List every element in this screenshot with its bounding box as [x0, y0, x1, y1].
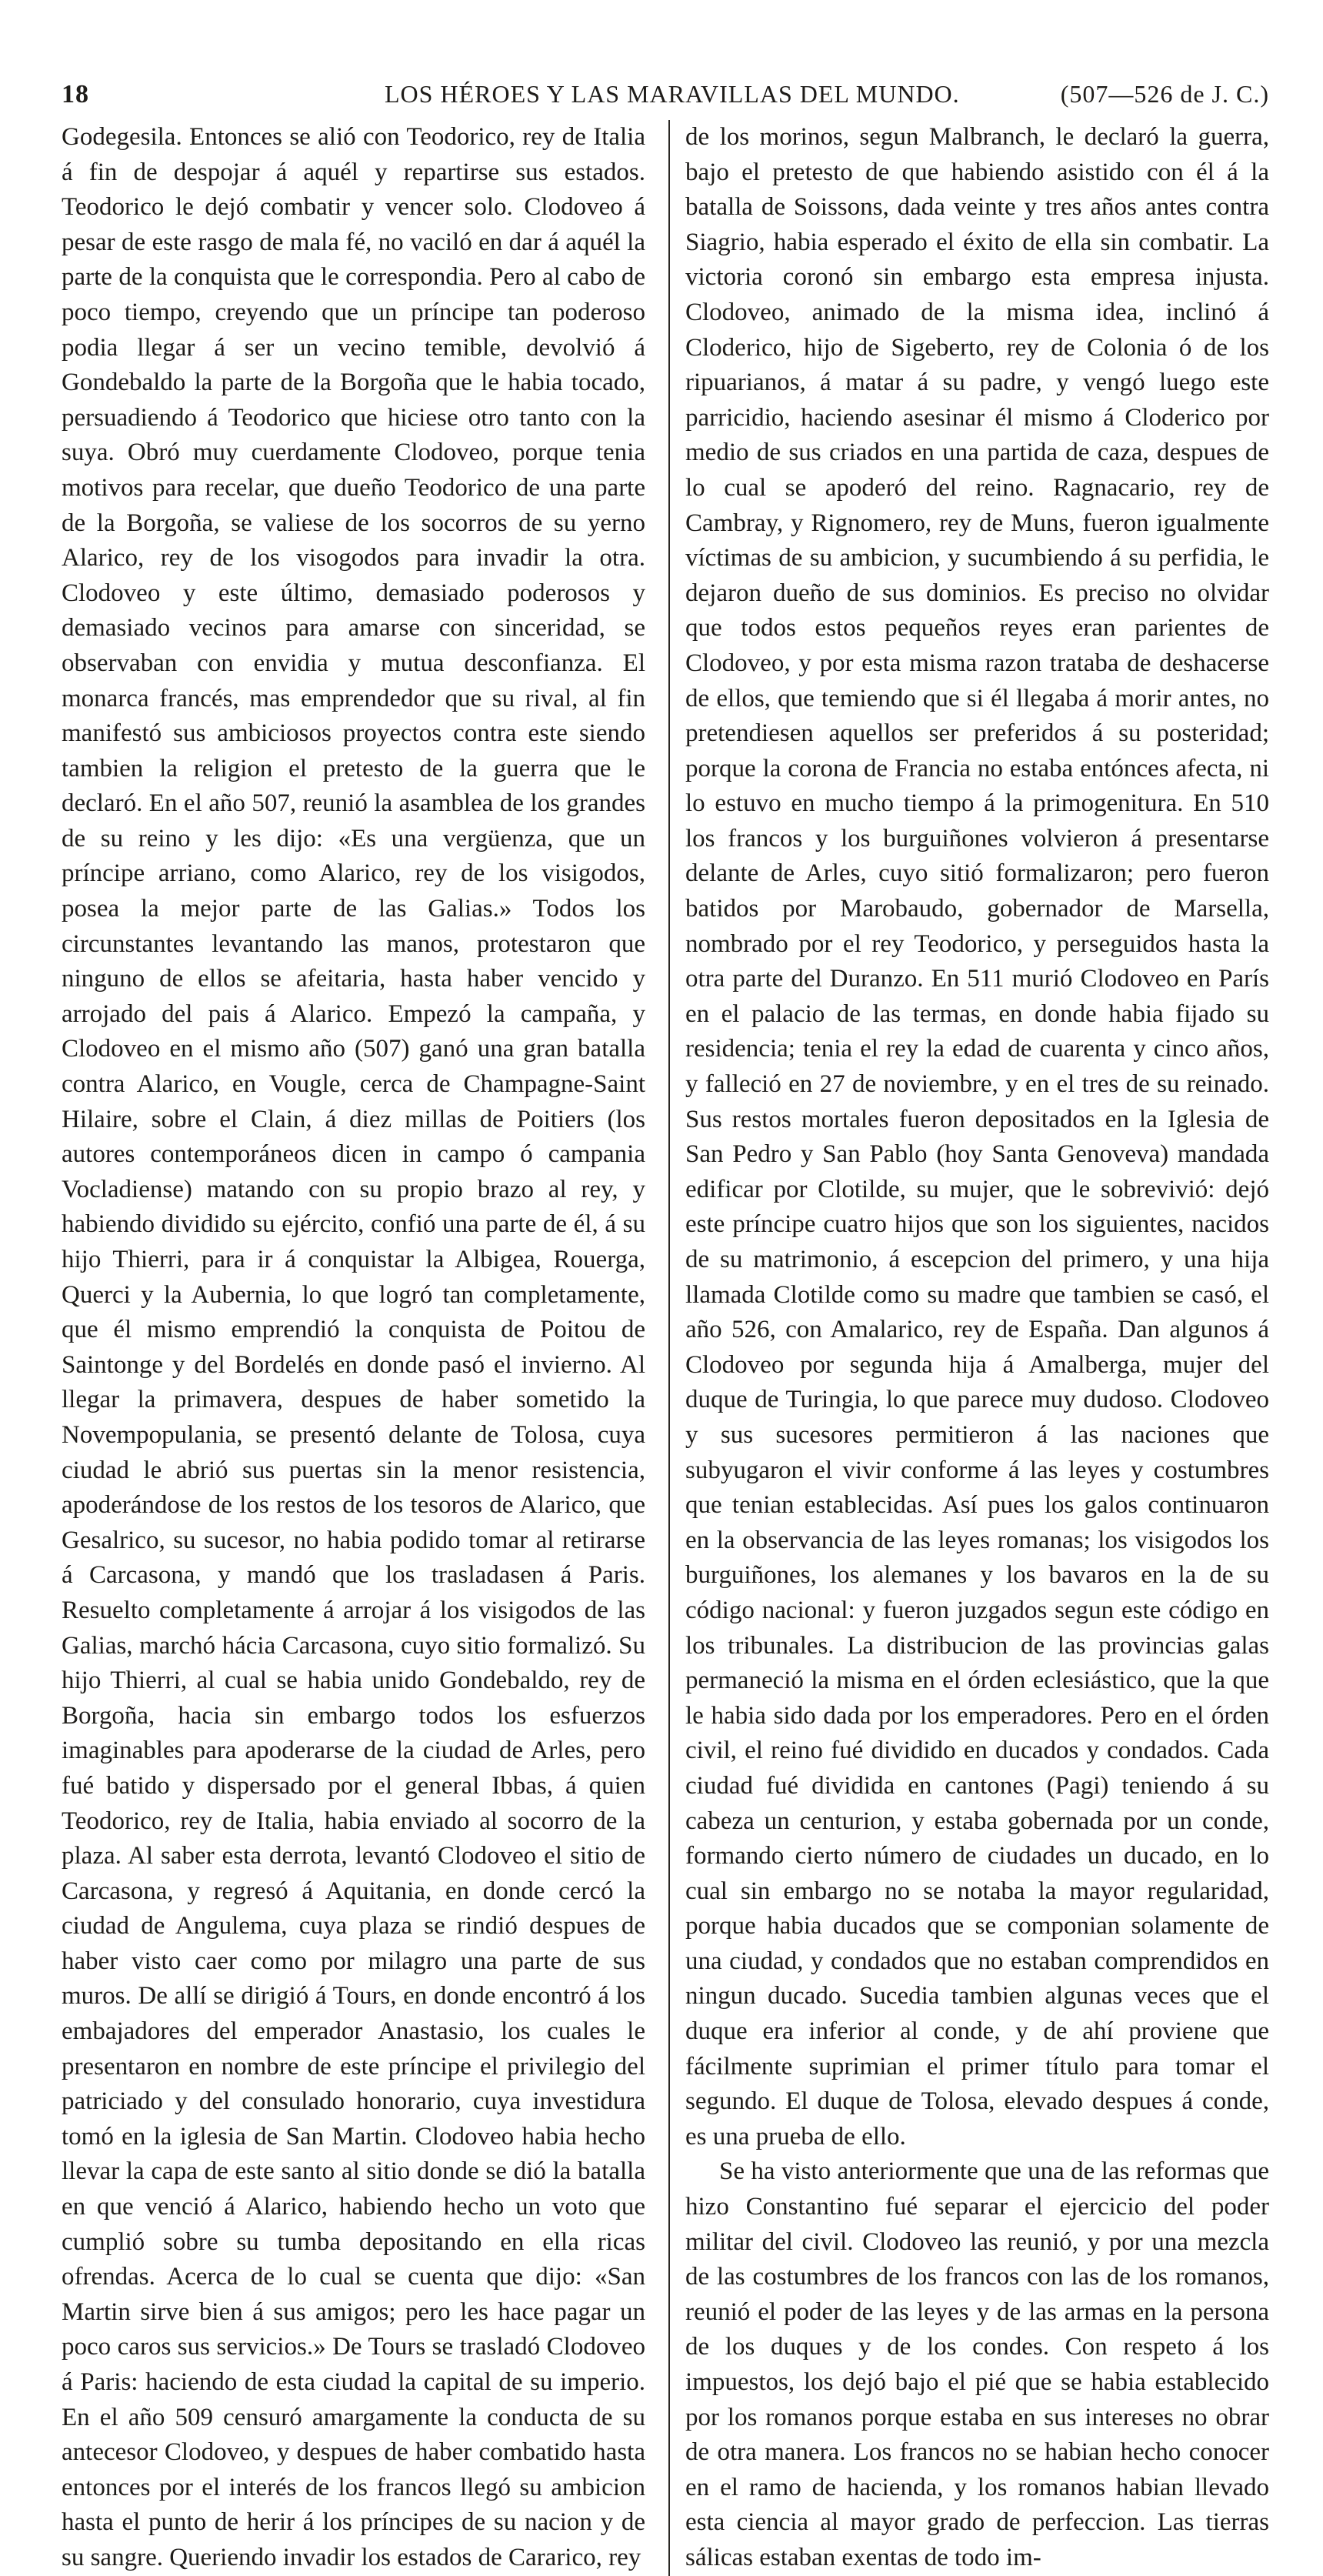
running-header — [62, 69, 1269, 114]
right-column — [668, 120, 1269, 2576]
date-range: (507—526 de J. C.) — [1060, 80, 1269, 108]
running-title: LOS HÉROES Y LAS MARAVILLAS DEL MUNDO. — [385, 80, 960, 108]
paragraph: Godegesila. Entonces se alió con Teodorico, rey de Italia á fin de despojar á aquél y repartirse sus estados. Teodorico le dejó combatir y vencer solo. Clodoveo á pesar de este rasgo de mala fé, no vaciló en dar á aquél la parte de la conquista que le correspondia. Pero al cabo de poco tiempo, creyendo que un príncipe tan poderoso podia llegar á ser un vecino temible, devolvió á Gondebaldo la parte de la Borgoña que le habia tocado, persuadiendo á Teodorico que hiciese otro tanto con la suya. Obró muy cuerdamente Clodoveo, porque tenia motivos para recelar, que dueño Teodorico de una parte de la Borgoña, se valiese de los socorros de su yerno Alarico, rey de los visogodos para invadir la otra. Clodoveo y este último, demasiado poderosos y demasiado vecinos para amarse con sinceridad, se observaban con envidia y mutua desconfianza. El monarca francés, mas emprendedor que su rival, al fin manifestó sus ambiciosos proyectos contra este siendo tambien la religion el pretesto de la guerra que le declaró. En el año 507, reunió la asamblea de los grandes de su reino y les dijo: «Es una vergüenza, que un príncipe arriano, como Alarico, rey de los visigodos, posea la mejor parte de las Galias.» Todos los circunstantes levantando las manos, protestaron que ninguno de ellos se afeitaria, hasta haber vencido y arrojado del pais á Alarico. Empezó la campaña, y Clodoveo en el mismo año (507) ganó una gran batalla contra Alarico, en Vougle, cerca de Champagne-Saint Hilaire, sobre el Clain, á diez millas de Poitiers (los autores contemporáneos dicen in campo ó campania Vocladiense) matando con su propio brazo al rey, y habiendo dividido su ejército, confió una parte de él, á su hijo Thierri, para ir á conquistar la Albigea, Rouerga, Querci y la Aubernia, lo que logró tan completamente, que él mismo emprendió la conquista de Poitou de Saintonge y del Bordelés en donde pasó el invierno. Al llegar la primavera, despues de haber sometido la Novempopulania, se presentó delante de Tolosa, cuya ciudad le abrió sus puertas sin la menor resistencia, apoderándose de los restos de los tesoros de Alarico, que Gesalrico, su sucesor, no habia podido tomar al retirarse á Carcasona, y mandó que los trasladasen á Paris. Resuelto completamente á arrojar á los visigodos de las Galias, marchó hácia Carcasona, cuyo sitio formalizó. Su hijo Thierri, al cual se habia unido Gondebaldo, rey de Borgoña, hacia sin embargo todos los esfuerzos imaginables para apoderarse de la ciudad de Arles, pero fué batido y dispersado por el general Ibbas, á quien Teodorico, rey de Italia, habia enviado al socorro de la plaza. Al saber esta derrota, levantó Clodoveo el sitio de Carcasona, y regresó á Aquitania, en donde cercó la ciudad de Angulema, cuya plaza se rindió despues de haber visto caer como por milagro una parte de sus muros. De allí se dirigió á Tours, en donde encontró á los embajadores del emperador Anastasio, los cuales le presentaron en nombre de este príncipe el privilegio del patriciado y del consulado honorario, cuya investidura tomó en la iglesia de San Martin. Clodoveo habia hecho llevar la capa de este santo al sitio donde se dió la batalla en que venció á Alarico, habiendo hecho un voto que cumplió sobre su tumba depositando en ella ricas ofrendas. Acerca de lo cual se cuenta que dijo: «San Martin sirve bien á sus amigos; pero les hace pagar un poco caros sus servicios.» De Tours se trasladó Clodoveo á Paris: haciendo de esta ciudad la capital de su imperio. En el año 509 censuró amargamente la conducta de su antecesor Clodoveo, y despues de haber combatido hasta entonces por el interés de los francos llegó su ambicion hasta el punto de herir á los príncipes de su nacion y de su sangre. Queriendo invadir los estados de Cararico, rey — [62, 123, 645, 2571]
paragraph: Se ha visto anteriormente que una de las reformas que hizo Constantino fué separar el ejercicio del poder militar del civil. Clodoveo las reunió, y por una mezcla de las costumbres de los francos con las de los romanos, reunió el poder de las leyes y de las armas en la persona de los duques y de los condes. Con respeto á los impuestos, los dejó bajo el pié que se habia establecido por los romanos porque estaba en sus intereses no obrar de otra manera. Los francos no se habian hecho conocer en el ramo de hacienda, y los romanos habian llevado esta ciencia al mayor grado de perfeccion. Las tierras sálicas estaban exentas de todo im- — [685, 2157, 1269, 2571]
page-number: 18 — [62, 80, 89, 108]
paragraph: de los morinos, segun Malbranch, le declaró la guerra, bajo el pretesto de que habiendo asistido con él á la batalla de Soissons, dada veinte y tres años antes contra Siagrio, habia esperado el éxito de ella sin combatir. La victoria coronó sin embargo esta empresa injusta. Clodoveo, animado de la misma idea, inclinó á Cloderico, hijo de Sigeberto, rey de Colonia ó de los ripuarianos, á matar á su padre, y vengó luego este parricidio, haciendo asesinar él mismo á Cloderico por medio de sus criados en una partida de caza, despues de lo cual se apoderó del reino. Ragnacario, rey de Cambray, y Rignomero, rey de Muns, fueron igualmente víctimas de su ambicion, y sucumbiendo á su perfidia, le dejaron dueño de sus dominios. Es preciso no olvidar que todos estos pequeños reyes eran parientes de Clodoveo, y por esta misma razon trataba de deshacerse de ellos, que temiendo que si él llegaba á morir antes, no pretendiesen aquellos ser preferidos á su posteridad; porque la corona de Francia no estaba entónces afecta, ni lo estuvo en mucho tiempo á la primogenitura. En 510 los francos y los burguiñones volvieron á presentarse delante de Arles, cuyo sitió formalizaron; pero fueron batidos por Marobaudo, gobernador de Marsella, nombrado por el rey Teodorico, y perseguidos hasta la otra parte del Duranzo. En 511 murió Clodoveo en París en el palacio de las termas, en donde habia fijado su residencia; tenia el rey la edad de cuarenta y cinco años, y falleció en 27 de noviembre, y en el tres de su reinado. Sus restos mortales fueron depositados en la Iglesia de San Pedro y San Pablo (hoy Santa Genoveva) mandada edificar por Clotilde, su mujer, que le sobrevivió: dejó este príncipe cuatro hijos que son los siguientes, nacidos de su matrimonio, á escepcion del primero, y una hija llamada Clotilde como su madre que tambien se casó, el año 526, con Amalarico, rey de España. Dan algunos á Clodoveo por segunda hija á Amalberga, mujer del duque de Turingia, lo que parece muy dudoso. Clodoveo y sus sucesores permitieron á las naciones que subyugaron el vivir conforme á las leyes y costumbres que tenian establecidas. Así pues los galos continuaron en la observancia de las leyes romanas; los visigodos los burguiñones, los alemanes y los bavaros en la de su código nacional: y fueron juzgados segun este código en los tribunales. La distribucion de las provincias galas permaneció la misma en el órden eclesiástico, que la que le habia sido dada por los emperadores. Pero en el órden civil, el reino fué dividido en ducados y condados. Cada ciudad fué dividida en cantones (Pagi) teniendo á su cabeza un centurion, y estaba gobernada por un conde, formando cierto número de ciudades un ducado, en lo cual sin embargo no se notaba la mayor regularidad, porque habia ducados que se componian solamente de una ciudad, y condados que no estaban comprendidos en ningun ducado. Sucedia tambien algunas veces que el duque era inferior al conde, y de ahí proviene que fácilmente suprimian el primer título para tomar el segundo. El duque de Tolosa, elevado despues á conde, es una prueba de ello. — [685, 123, 1269, 2151]
text-columns — [62, 120, 1269, 2576]
left-column — [62, 120, 668, 2576]
